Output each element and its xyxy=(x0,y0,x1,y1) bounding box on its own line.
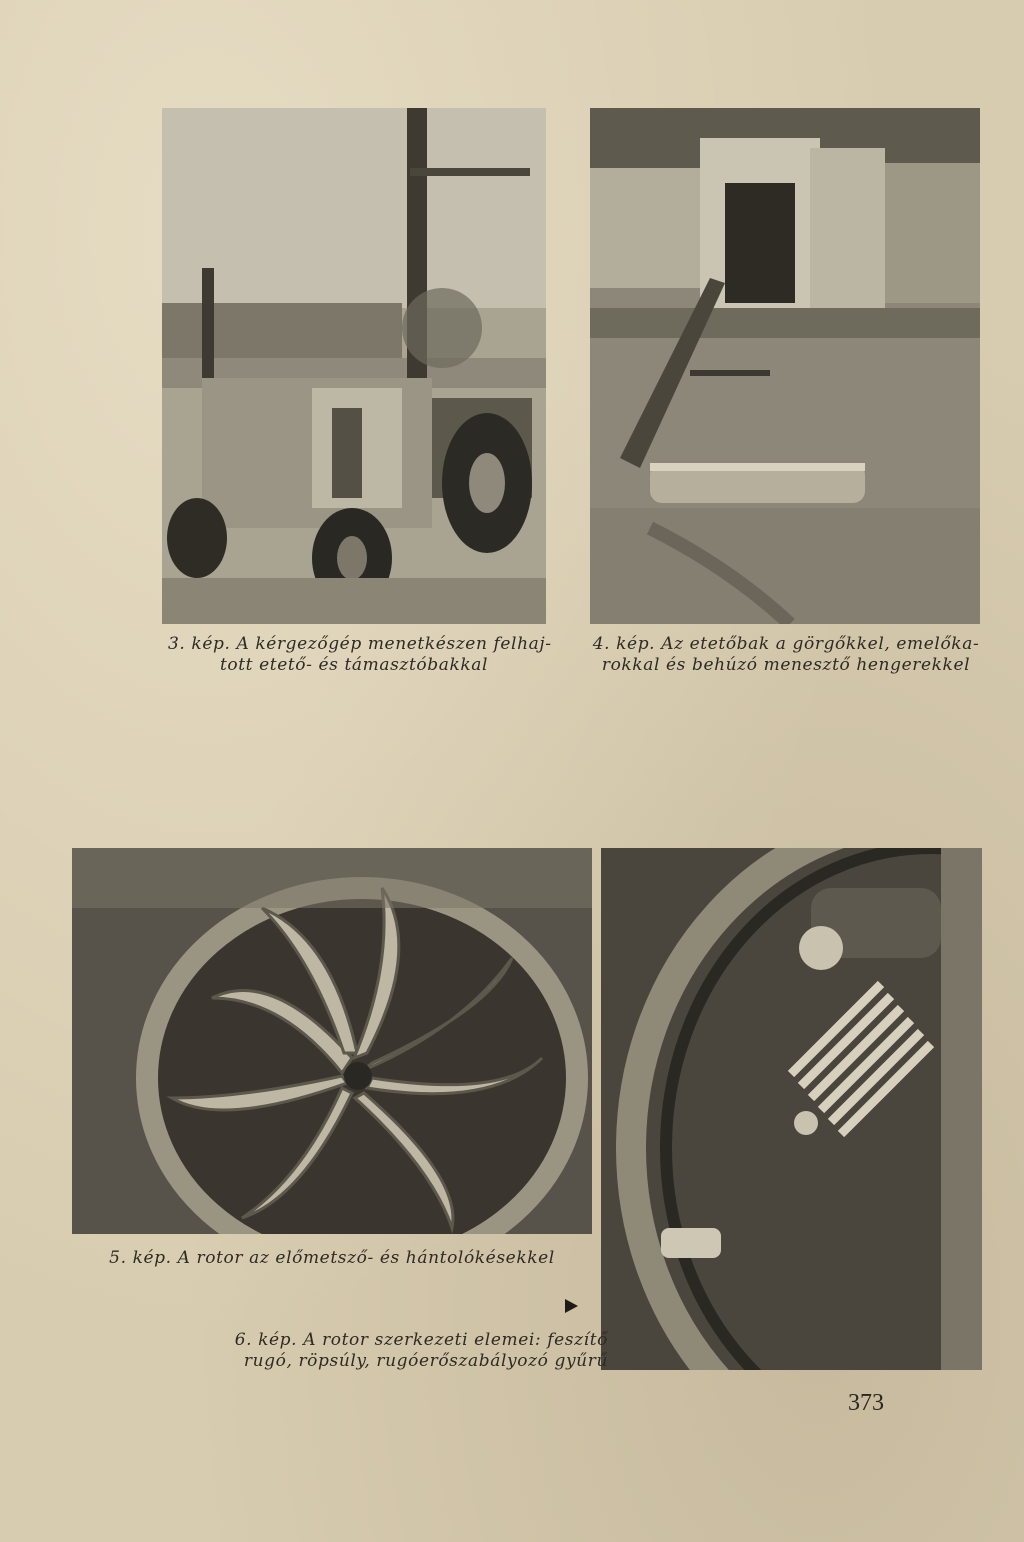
figure-6-caption-line1: A rotor szerkezeti elemei: feszítő xyxy=(303,1330,608,1350)
figure-5-caption xyxy=(72,1248,592,1269)
tractor-machine-image xyxy=(162,108,546,624)
figure-4-caption-line2: rokkal és behúzó menesztő hengerekkel xyxy=(601,655,971,675)
figure-4-caption-line1: Az etetőbak a görgőkkel, emelőka- xyxy=(661,634,980,654)
figure-5-photo xyxy=(72,848,592,1234)
figure-6-caption xyxy=(148,1330,608,1372)
figure-5-caption-line1: A rotor az előmetsző- és hántolókésekkel xyxy=(177,1248,555,1268)
figure-6-number: 6. kép. xyxy=(234,1330,298,1350)
figure-3-number: 3. kép. xyxy=(168,634,231,654)
figure-4-number: 4. kép. xyxy=(592,634,656,654)
figure-4-photo xyxy=(590,108,980,624)
figure-6-photo xyxy=(601,848,982,1370)
figure-3-caption xyxy=(168,634,552,676)
rotor-knives-image xyxy=(72,848,592,1234)
rotor-spring-image xyxy=(601,848,982,1370)
figure-3-caption-line2: tott etető- és támasztóbakkal xyxy=(219,655,489,675)
figure-4-caption xyxy=(580,634,992,676)
figure-3-photo xyxy=(162,108,546,624)
figure-5-number: 5. kép. xyxy=(109,1248,172,1268)
page-number: 373 xyxy=(848,1390,884,1416)
pointer-arrow-icon xyxy=(565,1299,578,1313)
figure-6-caption-line2: rugó, röpsúly, rugóerőszabályozó gyűrű xyxy=(243,1351,608,1371)
feeder-rollers-image xyxy=(590,108,980,624)
figure-3-caption-line1: A kérgezőgép menetkészen felhaj- xyxy=(236,634,552,654)
